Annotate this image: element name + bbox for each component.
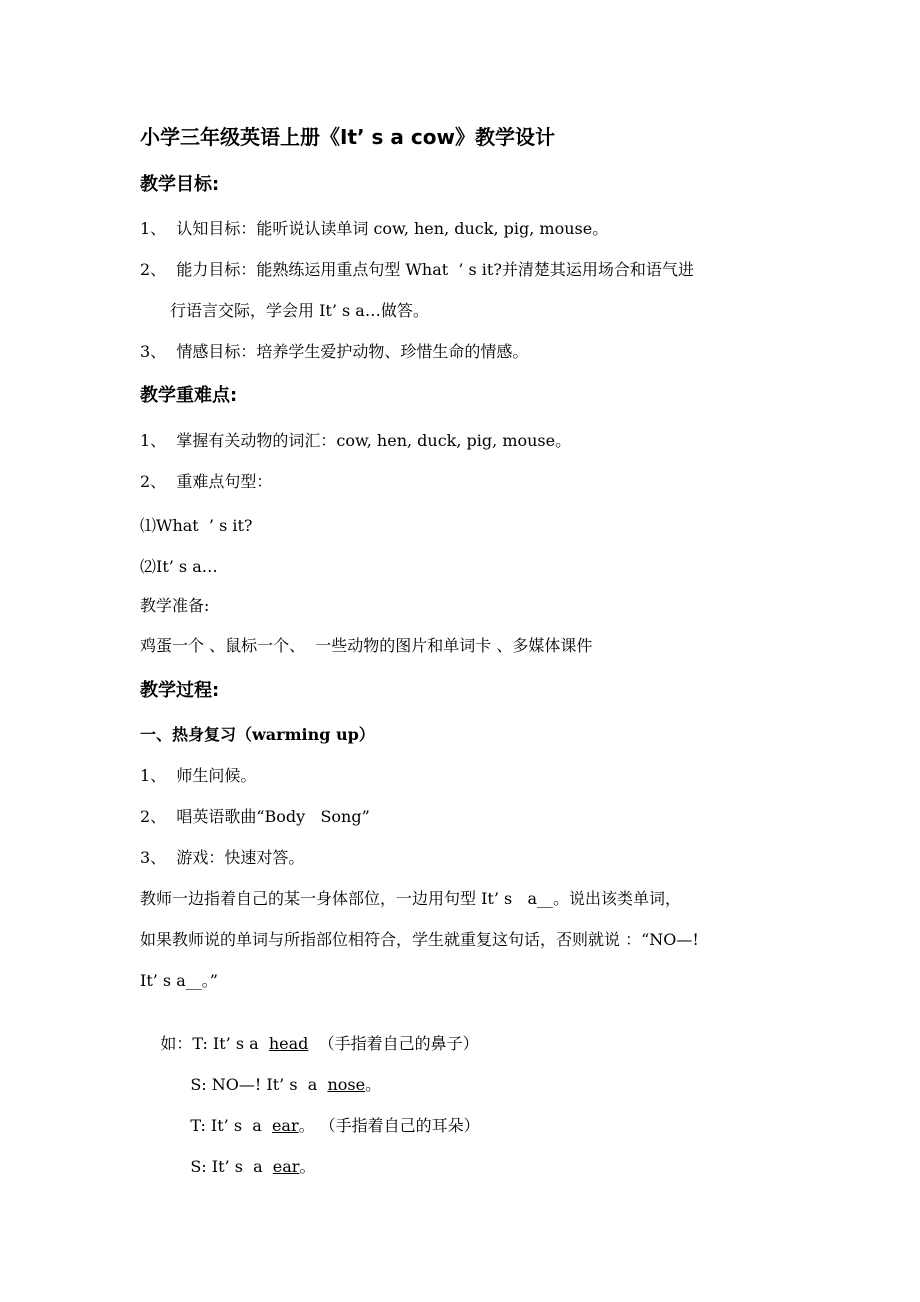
document-title: 小学三年级英语上册《It’ s a cow》教学设计 bbox=[140, 125, 555, 149]
goal-item-3: 3、 情感目标：培养学生爱护动物、珍惜生命的情感。 bbox=[140, 342, 529, 361]
example-1-word: head bbox=[268, 1034, 309, 1053]
example-3-word: ear bbox=[271, 1116, 299, 1135]
step-1: 1、 师生问候。 bbox=[140, 766, 257, 785]
game-description-line-2: 如果教师说的单词与所指部位相符合，学生就重复这句话，否则就说 ：“NO—! bbox=[140, 930, 699, 949]
goal-item-2-continued: 行语言交际，学会用 It’ s a…做答。 bbox=[170, 301, 429, 320]
key-point-1: 1、 掌握有关动物的词汇：cow, hen, duck, pig, mouse。 bbox=[140, 431, 572, 450]
example-2-suffix: 。 bbox=[365, 1075, 382, 1094]
example-3-suffix: 。 （手指着自己的耳朵） bbox=[298, 1116, 480, 1135]
key-points-heading: 教学重难点: bbox=[140, 385, 238, 406]
game-description-line-1: 教师一边指着自己的某一身体部位，一边用句型 It’ s a__。说出该类单词， bbox=[140, 889, 682, 908]
sentence-pattern-1: ⑴What ’ s it? bbox=[140, 516, 253, 535]
preparation-items: 鸡蛋一个 、鼠标一个、 一些动物的图片和单词卡 、多媒体课件 bbox=[140, 636, 593, 655]
process-heading: 教学过程: bbox=[140, 680, 220, 701]
example-2-prefix: S: NO—! It’ s a bbox=[190, 1075, 328, 1094]
example-4-word: ear bbox=[272, 1157, 300, 1176]
preparation-heading: 教学准备: bbox=[140, 596, 210, 615]
key-point-2: 2、 重难点句型： bbox=[140, 472, 273, 491]
example-4-suffix: 。 bbox=[299, 1157, 316, 1176]
example-line-4 bbox=[170, 1134, 315, 1200]
game-description-line-3: It’ s a__。” bbox=[140, 971, 218, 990]
example-2-word: nose bbox=[327, 1075, 366, 1094]
section-1-heading: 一、热身复习（warming up） bbox=[140, 725, 375, 744]
sentence-pattern-2: ⑵It’ s a… bbox=[140, 557, 218, 576]
goal-item-2: 2、 能力目标：能熟练运用重点句型 What ’ s it?并清楚其运用场合和语气进 bbox=[140, 260, 694, 279]
step-2: 2、 唱英语歌曲“Body Song” bbox=[140, 807, 370, 826]
example-1-prefix: 如：T: It’ s a bbox=[160, 1034, 269, 1053]
example-4-prefix: S: It’ s a bbox=[190, 1157, 273, 1176]
example-3-prefix: T: It’ s a bbox=[190, 1116, 272, 1135]
example-1-suffix: （手指着自己的鼻子） bbox=[308, 1034, 479, 1053]
goal-item-1: 1、 认知目标：能听说认读单词 cow, hen, duck, pig, mouse。 bbox=[140, 219, 609, 238]
goals-heading: 教学目标: bbox=[140, 174, 220, 195]
step-3: 3、 游戏：快速对答。 bbox=[140, 848, 305, 867]
